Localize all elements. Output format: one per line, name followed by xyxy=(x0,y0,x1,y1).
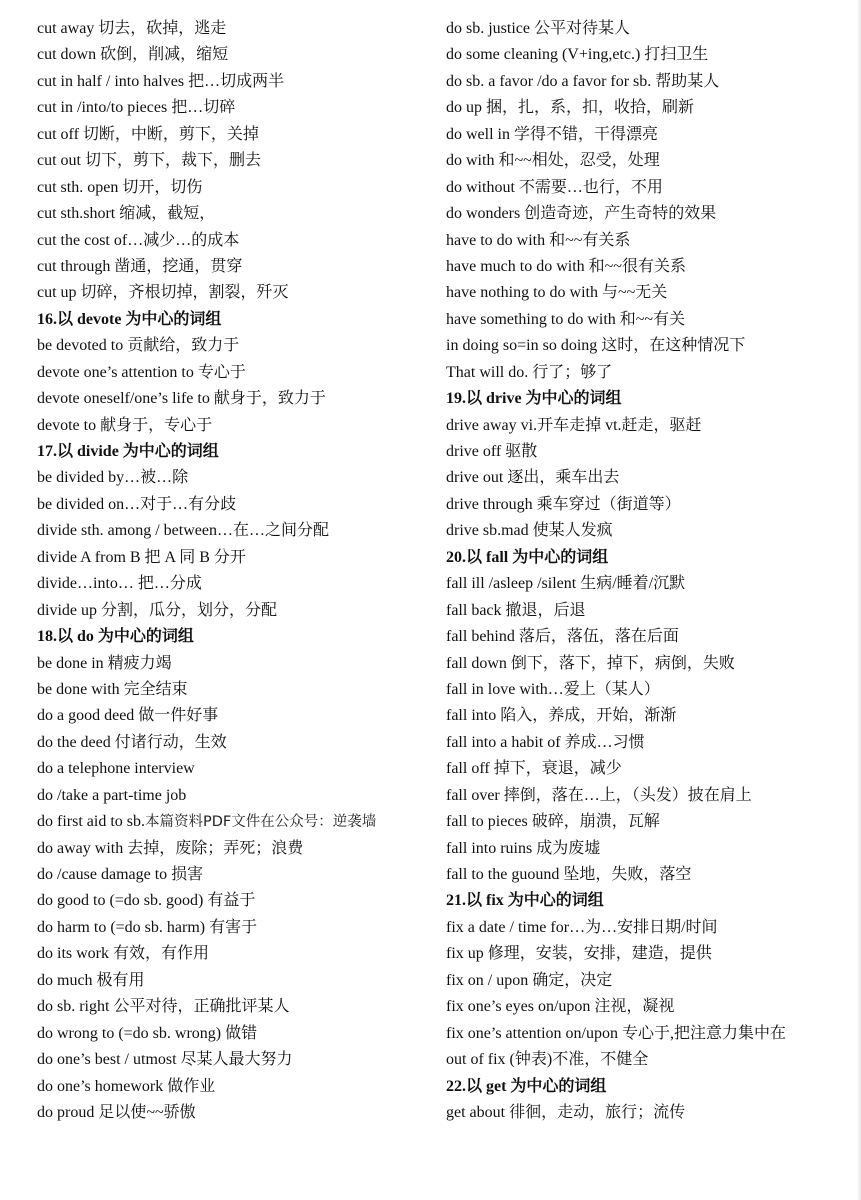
phrase-entry xyxy=(446,915,856,941)
phrase-entry xyxy=(37,598,437,624)
phrase-entry xyxy=(446,809,856,835)
phrase-entry xyxy=(446,651,856,677)
phrase-entry xyxy=(37,756,437,782)
phrase-text: do sb. right 公平对待，正确批评某人 xyxy=(37,998,290,1016)
phrase-text: do its work 有效，有作用 xyxy=(37,945,210,963)
right-column xyxy=(446,16,856,1126)
phrase-text: do one’s best / utmost 尽某人最大努力 xyxy=(37,1051,293,1069)
phrase-text: be done in 精疲力竭 xyxy=(37,654,172,672)
phrase-entry xyxy=(37,651,437,677)
phrase-entry xyxy=(37,994,437,1020)
phrase-text: do a good deed 做一件好事 xyxy=(37,707,219,725)
phrase-text: drive through 乘车穿过（街道等） xyxy=(446,495,681,513)
phrase-entry xyxy=(446,175,856,201)
phrase-text: fall to the guound 坠地，失败，落空 xyxy=(446,866,692,883)
section-heading xyxy=(37,307,437,333)
phrase-text: do proud 足以使~~骄傲 xyxy=(37,1103,196,1121)
section-heading xyxy=(446,1074,856,1100)
phrase-entry xyxy=(37,1074,437,1100)
phrase-entry xyxy=(446,122,856,148)
phrase-text: have to do with 和~~有关系 xyxy=(446,231,631,249)
phrase-text: do /cause damage to 损害 xyxy=(37,866,204,883)
phrase-text: do with 和~~相处，忍受，处理 xyxy=(446,152,660,170)
section-heading xyxy=(446,386,856,412)
phrase-entry xyxy=(446,1047,856,1073)
phrase-text: fix one’s eyes on/upon 注视，凝视 xyxy=(446,998,675,1016)
phrase-text: do wrong to (=do sb. wrong) 做错 xyxy=(37,1024,258,1042)
phrase-entry xyxy=(446,16,856,42)
phrase-text: divide A from B 把 A 同 B 分开 xyxy=(37,548,246,566)
phrase-entry xyxy=(446,254,856,280)
heading-text: 20.以 fall 为中心的词组 xyxy=(446,548,609,566)
watermark-text: 本篇资料PDF文件在公众号：逆袭墙 xyxy=(145,814,377,831)
phrase-entry xyxy=(37,571,437,597)
phrase-text: out of fix (钟表)不准，不健全 xyxy=(446,1051,649,1069)
phrase-entry xyxy=(37,836,437,862)
phrase-text: have much to do with 和~~很有关系 xyxy=(446,257,686,275)
phrase-text: divide sth. among / between…在…之间分配 xyxy=(37,522,329,540)
phrase-text: cut through 凿通，挖通，贯穿 xyxy=(37,257,243,275)
phrase-text: fall ill /asleep /silent 生病/睡着/沉默 xyxy=(446,575,686,593)
phrase-text: divide…into… 把…分成 xyxy=(37,575,202,593)
phrase-text: do good to (=do sb. good) 有益于 xyxy=(37,892,256,910)
phrase-entry xyxy=(446,518,856,544)
phrase-text: do sb. justice 公平对待某人 xyxy=(446,20,630,37)
phrase-entry xyxy=(446,730,856,756)
phrase-text: do without 不需要…也行，不用 xyxy=(446,178,663,196)
phrase-text: do one’s homework 做作业 xyxy=(37,1077,216,1095)
phrase-entry xyxy=(446,280,856,306)
phrase-text: devote one’s attention to 专心于 xyxy=(37,363,246,381)
phrase-entry xyxy=(37,122,437,148)
phrase-text: fall into 陷入，养成，开始，渐渐 xyxy=(446,707,677,725)
left-column xyxy=(37,16,437,1126)
phrase-entry xyxy=(446,465,856,491)
phrase-entry xyxy=(446,42,856,68)
heading-text: 21.以 fix 为中心的词组 xyxy=(446,892,604,910)
phrase-entry xyxy=(446,1021,856,1047)
phrase-entry xyxy=(37,730,437,756)
phrase-entry xyxy=(37,280,437,306)
phrase-text: fall off 掉下，衰退，减少 xyxy=(446,760,622,778)
phrase-text: cut up 切碎，齐根切掉，割裂，歼灭 xyxy=(37,284,289,302)
phrase-entry xyxy=(446,307,856,333)
section-heading xyxy=(446,888,856,914)
phrase-text: do wonders 创造奇迹，产生奇特的效果 xyxy=(446,205,717,223)
phrase-text: cut the cost of…减少…的成本 xyxy=(37,231,240,249)
phrase-entry xyxy=(37,386,437,412)
phrase-text: divide up 分割，瓜分，划分，分配 xyxy=(37,601,277,619)
phrase-text: cut sth. open 切开，切伤 xyxy=(37,178,203,196)
phrase-entry xyxy=(37,809,437,835)
heading-text: 17.以 divide 为中心的词组 xyxy=(37,443,219,460)
phrase-text: cut down 砍倒，削减，缩短 xyxy=(37,46,229,64)
phrase-text: have something to do with 和~~有关 xyxy=(446,310,686,328)
phrase-text: fall down 倒下，落下，掉下，病倒，失败 xyxy=(446,654,735,672)
phrase-entry xyxy=(446,492,856,518)
phrase-entry xyxy=(37,148,437,174)
phrase-entry xyxy=(446,413,856,439)
heading-text: 18.以 do 为中心的词组 xyxy=(37,628,194,646)
phrase-text: do harm to (=do sb. harm) 有害于 xyxy=(37,918,258,936)
phrase-text: cut out 切下，剪下，裁下，删去 xyxy=(37,152,261,170)
phrase-text: fall in love with…爱上（某人） xyxy=(446,680,660,698)
phrase-text: be devoted to 贡献给，致力于 xyxy=(37,337,240,355)
phrase-entry xyxy=(446,862,856,888)
phrase-text: be divided on…对于…有分歧 xyxy=(37,495,237,513)
phrase-text: fall over 摔倒，落在…上，（头发）披在肩上 xyxy=(446,786,752,804)
phrase-text: be done with 完全结束 xyxy=(37,680,188,698)
phrase-text: fix one’s attention on/upon 专心于,把注意力集中在 xyxy=(446,1024,786,1042)
phrase-text: do away with 去掉，废除；弄死；浪费 xyxy=(37,839,304,857)
phrase-entry xyxy=(446,228,856,254)
phrase-entry xyxy=(37,968,437,994)
section-heading xyxy=(446,545,856,571)
phrase-entry xyxy=(37,1100,437,1126)
phrase-entry xyxy=(446,703,856,729)
phrase-text: cut sth.short 缩减，截短， xyxy=(37,205,216,223)
phrase-text: fall into a habit of 养成…习惯 xyxy=(446,733,645,751)
phrase-text: cut in /into/to pieces 把…切碎 xyxy=(37,99,236,117)
phrase-text: fix a date / time for…为…安排日期/时间 xyxy=(446,918,718,936)
heading-text: 22.以 get 为中心的词组 xyxy=(446,1077,607,1095)
phrase-entry xyxy=(37,518,437,544)
phrase-text: do first aid to sb. xyxy=(37,813,145,831)
phrase-text: drive out 逐出，乘车出去 xyxy=(446,469,620,487)
phrase-text: do up 捆，扎，系，扣，收拾，刷新 xyxy=(446,99,695,117)
phrase-text: devote to 献身于，专心于 xyxy=(37,416,213,434)
phrase-text: fix up 修理，安装，安排，建造，提供 xyxy=(446,945,712,963)
phrase-entry xyxy=(446,360,856,386)
phrase-entry xyxy=(37,1047,437,1073)
page-edge-shadow xyxy=(857,0,861,1200)
phrase-entry xyxy=(446,836,856,862)
phrase-entry xyxy=(446,571,856,597)
phrase-entry xyxy=(446,148,856,174)
phrase-entry xyxy=(37,42,437,68)
phrase-text: get about 徘徊，走动，旅行；流传 xyxy=(446,1103,686,1121)
phrase-text: fall to pieces 破碎，崩溃，瓦解 xyxy=(446,813,660,831)
phrase-entry xyxy=(37,333,437,359)
phrase-entry xyxy=(37,69,437,95)
phrase-entry xyxy=(446,968,856,994)
phrase-entry xyxy=(37,175,437,201)
phrase-text: be divided by…被…除 xyxy=(37,469,189,487)
phrase-entry xyxy=(37,915,437,941)
phrase-entry xyxy=(446,677,856,703)
phrase-entry xyxy=(37,360,437,386)
phrase-entry xyxy=(37,16,437,42)
phrase-entry xyxy=(446,624,856,650)
phrase-entry xyxy=(37,941,437,967)
phrase-text: That will do. 行了；够了 xyxy=(446,363,613,381)
phrase-entry xyxy=(37,1021,437,1047)
phrase-entry xyxy=(37,201,437,227)
phrase-entry xyxy=(37,95,437,121)
phrase-text: drive sb.mad 使某人发疯 xyxy=(446,522,613,540)
heading-text: 19.以 drive 为中心的词组 xyxy=(446,390,622,408)
phrase-entry xyxy=(446,783,856,809)
phrase-text: fall back 撤退，后退 xyxy=(446,601,586,619)
phrase-entry xyxy=(37,862,437,888)
phrase-entry xyxy=(37,492,437,518)
phrase-entry xyxy=(446,756,856,782)
phrase-entry xyxy=(446,994,856,1020)
phrase-text: cut in half / into halves 把…切成两半 xyxy=(37,72,285,90)
phrase-text: drive away vi.开车走掉 vt.赶走，驱赶 xyxy=(446,416,702,434)
section-heading xyxy=(37,439,437,465)
phrase-entry xyxy=(37,254,437,280)
phrase-text: do some cleaning (V+ing,etc.) 打扫卫生 xyxy=(446,46,709,64)
phrase-entry xyxy=(37,413,437,439)
phrase-entry xyxy=(446,941,856,967)
phrase-text: do sb. a favor /do a favor for sb. 帮助某人 xyxy=(446,72,720,90)
phrase-entry xyxy=(446,1100,856,1126)
heading-text: 16.以 devote 为中心的词组 xyxy=(37,310,222,328)
phrase-text: cut away 切去，砍掉，逃走 xyxy=(37,20,227,37)
phrase-entry xyxy=(446,598,856,624)
section-heading xyxy=(37,624,437,650)
phrase-text: cut off 切断，中断，剪下，关掉 xyxy=(37,125,259,143)
phrase-entry xyxy=(446,333,856,359)
phrase-text: in doing so=in so doing 这时，在这种情况下 xyxy=(446,337,746,355)
phrase-text: devote oneself/one’s life to 献身于，致力于 xyxy=(37,390,326,408)
phrase-text: do much 极有用 xyxy=(37,971,145,989)
phrase-text: fall into ruins 成为废墟 xyxy=(446,839,601,857)
phrase-entry xyxy=(446,69,856,95)
phrase-entry xyxy=(37,783,437,809)
phrase-entry xyxy=(37,677,437,703)
phrase-entry xyxy=(37,888,437,914)
phrase-text: have nothing to do with 与~~无关 xyxy=(446,284,668,302)
phrase-entry xyxy=(446,201,856,227)
phrase-text: do a telephone interview xyxy=(37,760,195,778)
phrase-text: fix on / upon 确定，决定 xyxy=(446,971,613,989)
phrase-text: do /take a part-time job xyxy=(37,786,187,804)
phrase-entry xyxy=(37,703,437,729)
phrase-text: fall behind 落后，落伍，落在后面 xyxy=(446,628,679,646)
phrase-entry xyxy=(446,439,856,465)
phrase-entry xyxy=(37,228,437,254)
phrase-entry xyxy=(446,95,856,121)
phrase-text: do the deed 付诸行动，生效 xyxy=(37,733,227,751)
phrase-entry xyxy=(37,545,437,571)
phrase-entry xyxy=(37,465,437,491)
phrase-text: drive off 驱散 xyxy=(446,443,538,460)
phrase-text: do well in 学得不错，干得漂亮 xyxy=(446,125,658,143)
